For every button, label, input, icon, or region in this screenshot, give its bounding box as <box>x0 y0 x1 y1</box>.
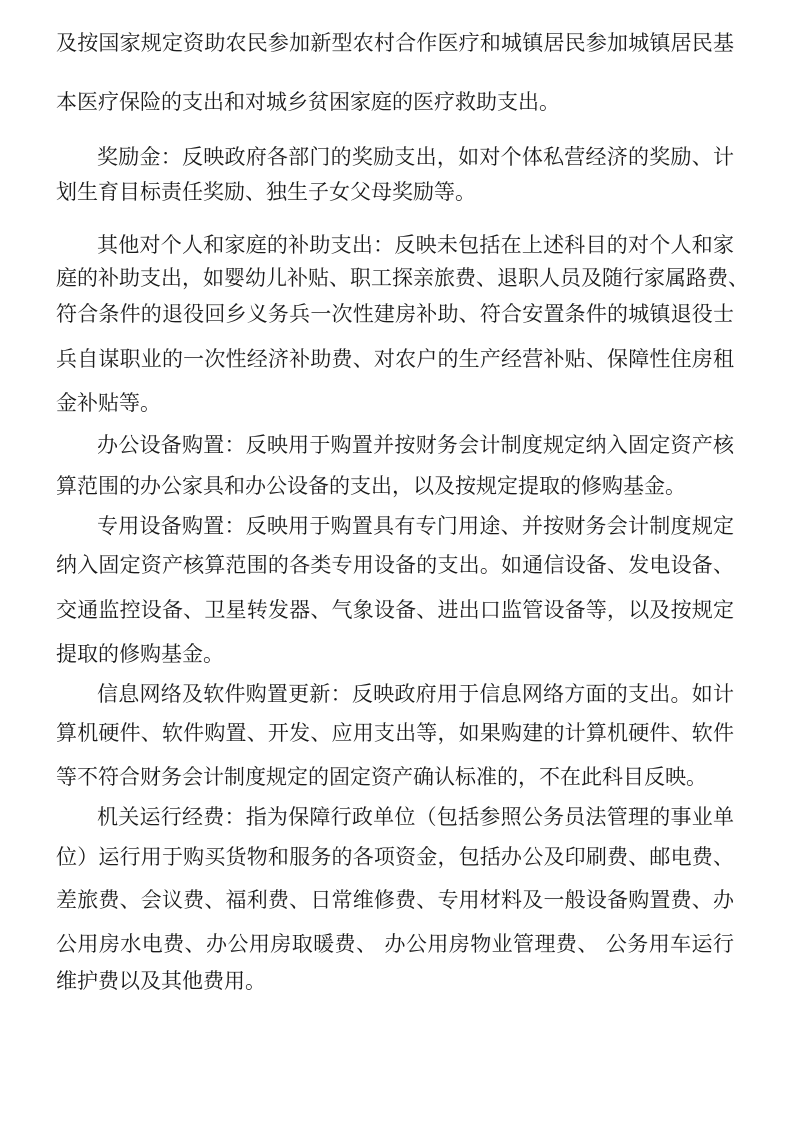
text-line: 提取的修购基金。 <box>56 642 224 666</box>
text-line: 交通监控设备、卫星转发器、气象设备、进出口监管设备等，以及按规定 <box>56 598 734 622</box>
text-line: 符合条件的退役回乡义务兵一次性建房补助、符合安置条件的城镇退役士 <box>56 302 734 326</box>
text-line: 兵自谋职业的一次性经济补助费、对农户的生产经营补贴、保障性住房租 <box>56 347 734 371</box>
text-line: 位）运行用于购买货物和服务的各项资金，包括办公及印刷费、邮电费、 <box>56 845 734 869</box>
text-line: 维护费以及其他费用。 <box>56 969 266 993</box>
text-line: 其他对个人和家庭的补助支出：反映未包括在上述科目的对个人和家 <box>97 233 734 257</box>
text-line: 公用房水电费、办公用房取暖费、 办公用房物业管理费、 公务用车运行 <box>56 932 734 956</box>
text-line: 庭的补助支出，如婴幼儿补贴、职工探亲旅费、退职人员及随行家属路费、 <box>56 266 749 290</box>
text-line: 差旅费、会议费、福利费、日常维修费、专用材料及一般设备购置费、办 <box>56 888 734 912</box>
text-line: 金补贴等。 <box>56 391 161 415</box>
text-line: 算范围的办公家具和办公设备的支出，以及按规定提取的修购基金。 <box>56 474 686 498</box>
text-line: 等不符合财务会计制度规定的固定资产确认标准的，不在此科目反映。 <box>56 765 707 789</box>
text-line: 及按国家规定资助农民参加新型农村合作医疗和城镇居民参加城镇居民基 <box>56 31 734 55</box>
text-line: 算机硬件、软件购置、开发、应用支出等，如果购建的计算机硬件、软件 <box>56 721 734 745</box>
text-line: 办公设备购置：反映用于购置并按财务会计制度规定纳入固定资产核 <box>97 433 734 457</box>
text-line: 划生育目标责任奖励、独生子女父母奖励等。 <box>56 180 476 204</box>
text-line: 机关运行经费：指为保障行政单位（包括参照公务员法管理的事业单 <box>97 805 734 829</box>
text-line: 信息网络及软件购置更新：反映政府用于信息网络方面的支出。如计 <box>97 682 734 706</box>
text-line: 纳入固定资产核算范围的各类专用设备的支出。如通信设备、发电设备、 <box>56 553 734 577</box>
text-line: 奖励金：反映政府各部门的奖励支出，如对个体私营经济的奖励、计 <box>97 145 734 169</box>
text-line: 本医疗保险的支出和对城乡贫困家庭的医疗救助支出。 <box>56 90 560 114</box>
text-line: 专用设备购置：反映用于购置具有专门用途、并按财务会计制度规定 <box>97 514 734 538</box>
